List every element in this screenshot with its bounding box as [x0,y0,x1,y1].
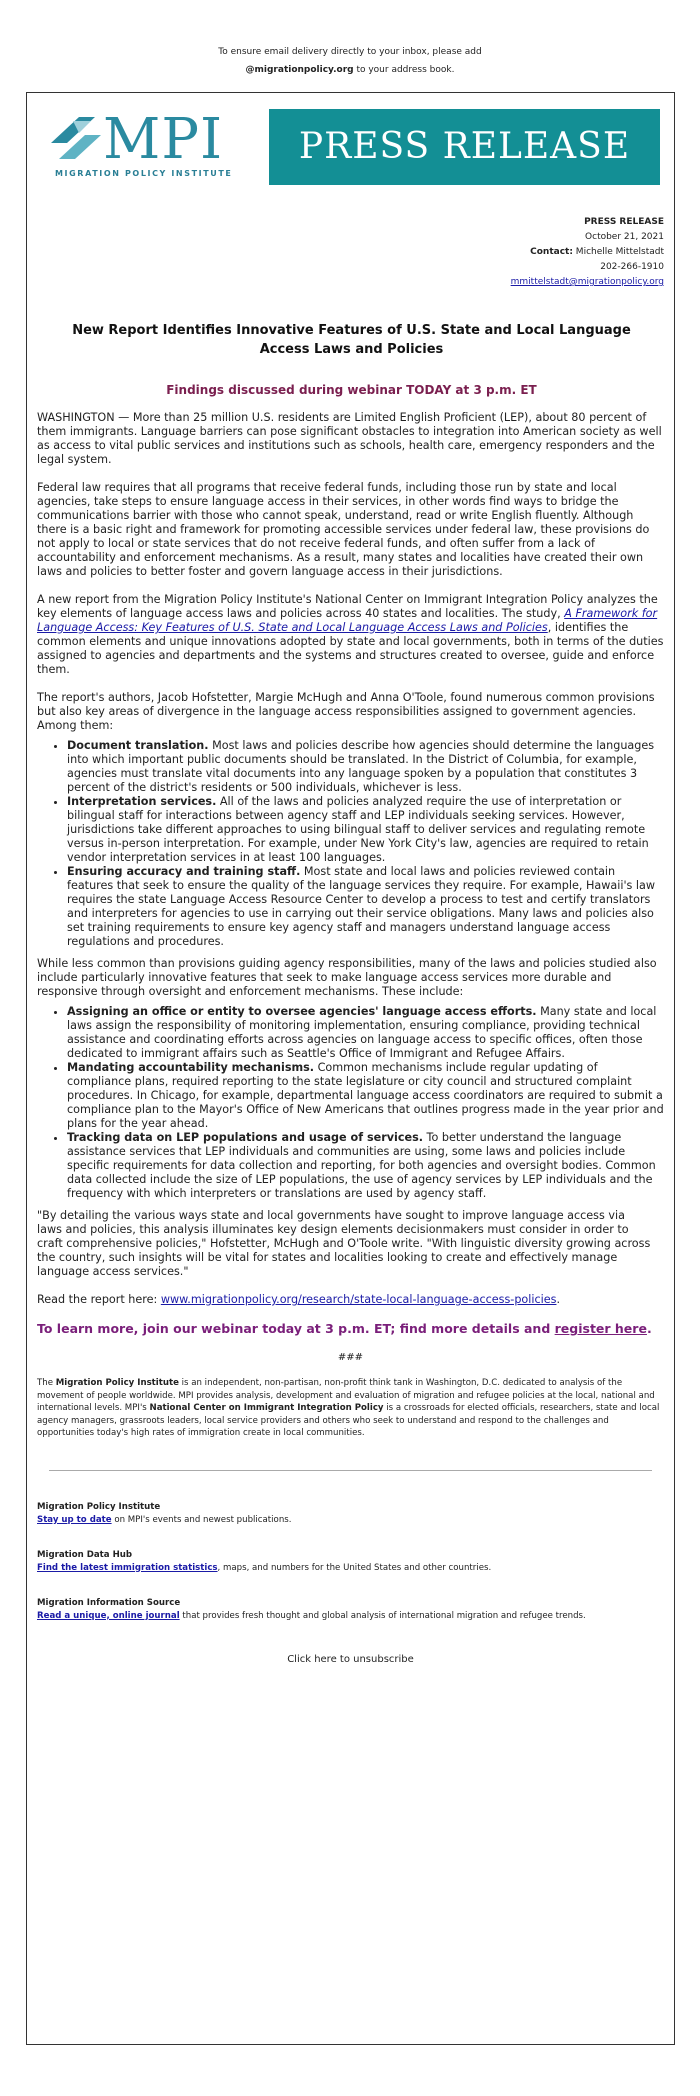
footer-section-data-hub: Migration Data Hub Find the latest immigration statistics, maps, and numbers for the United States and other countries. [37,1549,492,1573]
press-release-banner: PRESS RELEASE [269,109,660,185]
list-item: • Ensuring accuracy and training staff. Most state and local laws and policies reviewed contain features that seek to ensure the quality of the language services they require. For example, Hawaii's law requires the state Language Access Resource Center to develop a process to test and certify translators and interpreters for agencies to use in carrying out their service obligations. Many laws and policies also set training requirements to ensure key agency staff and managers understand language access regulations and procedures. [67,865,664,949]
footer-section-mpi: Migration Policy Institute Stay up to date on MPI's events and newest publications. [37,1501,292,1525]
contact-email-link[interactable]: mmittelstadt@migrationpolicy.org [510,277,664,287]
subheadline: Findings discussed during webinar TODAY at 3 p.m. ET [166,383,537,397]
preheader-line2 [0,61,700,79]
release-date: October 21, 2021 [585,232,664,242]
paragraph-2: Federal law requires that all programs that receive federal funds, including those run by state and local agencies, take steps to ensure language access in their services, in other words find ways to bridge the communications barrier with those who cannot speak, understand, read or write English fluently. Although there is a basic right and framework for promoting accessible services under federal law, these provisions do not apply to local or state services that do not receive federal funds, and often suffer from a lack of accountability and enforcement mechanisms. As a result, many states and localities have created their own laws and policies to better foster and govern language access in their jurisdictions. [37,481,650,578]
contact-label: PRESS RELEASE [584,217,664,227]
contact-person: Contact: Michelle Mittelstadt [530,247,664,257]
press-body [37,411,664,1667]
findings-list [37,739,664,949]
quote-paragraph: "By detailing the various ways state and local governments have sought to improve language access via laws and policies, this analysis illuminates key design elements decisionmakers must consider in order to craft comprehensive policies," Hofstetter, McHugh and O'Toole write. "With linguistic diversity growing across the country, such insights will be vital for states and localities looking to create and effectively manage language access services." [37,1209,651,1278]
logo-mark-icon [49,113,107,163]
preheader-line2-text: to your address book. [353,65,455,75]
paragraph-4: The report's authors, Jacob Hofstetter, Margie McHugh and Anna O'Toole, found numerous common provisions but also key areas of divergence in the language access responsibilities assigned to government agencies. Among them: [37,691,655,732]
email-frame [26,92,675,2045]
statistics-link[interactable]: Find the latest immigration statistics [37,1562,218,1573]
contact-block [511,215,664,290]
divider [49,1470,652,1471]
about-mpi: The Migration Policy Institute is an independent, non-partisan, non-profit think tank in Washington, D.C. dedicated to analysis of the movement of people worldwide. MPI provides analysis, development and evaluation of migration and refugee policies at the local, national and international levels. MPI's National Center on Immigrant Integration Policy is a crossroads for elected officials, researchers, state and local agency managers, grassroots leaders, local service providers and others who seek to understand and respond to the challenges and opportunities today's high rates of immigration create in local communities. [37,1378,660,1438]
paragraph-3: A new report from the Migration Policy Institute's National Center on Immigrant Integration Policy analyzes the key elements of language access laws and policies across 40 states and localities. The study, A Framework for Language Access: Key Features of U.S. State and Local Language Access Laws and Policies, identifies the common elements and unique innovations adopted by state and local governments, both in terms of the duties assigned to agencies and departments and the systems and structures created to oversee, guide and enforce them. [37,593,664,676]
mpi-logo[interactable] [43,109,265,185]
headline: New Report Identifies Innovative Features of U.S. State and Local Language Access Laws and Policies [72,323,631,357]
banner [43,109,660,185]
journal-link[interactable]: Read a unique, online journal [37,1610,180,1621]
preheader-line1: To ensure email delivery directly to your inbox, please add [218,47,482,57]
preheader [0,0,700,79]
register-link[interactable]: register here [554,1321,647,1336]
paragraph-1: WASHINGTON — More than 25 million U.S. residents are Limited English Proficient (LEP), about 80 percent of them immigrants. Language barriers can pose significant obstacles to integration into American society as well as access to vital public services and institutions such as schools, health care, emergency responders and the legal system. [37,411,662,466]
paragraph-5: While less common than provisions guiding agency responsibilities, many of the laws and policies studied also include particularly innovative features that seek to make language access services more durable and responsive through oversight and enforcement mechanisms. These include: [37,957,657,998]
end-marker: ### [337,1352,364,1363]
list-item: • Mandating accountability mechanisms. Common mechanisms include regular updating of compliance plans, required reporting to the state legislature or city council and structured complaint procedures. In Chicago, for example, departmental language access coordinators are required to submit a compliance plan to the Mayor's Office of New Americans that outlines progress made in the year prior and plans for the year ahead. [67,1061,664,1131]
list-item: • Interpretation services. All of the laws and policies analyzed require the use of interpretation or bilingual staff for interactions between agency staff and LEP individuals seeking services. However, jurisdictions take different approaches to using bilingual staff to deliver services and regulating remote versus in-person interpretation. For example, under New York City's law, agencies are required to retain vendor interpretation services in at least 100 languages. [67,795,664,865]
list-item: • Tracking data on LEP populations and usage of services. To better understand the language assistance services that LEP individuals and communities are using, some laws and policies include specific requirements for data collection and reporting, for both agencies and oversight bodies. Common data collected include the size of LEP populations, the use of agency services by LEP individuals and the frequency with which interpreters or translations are used by agency staff. [67,1131,664,1201]
report-url-link[interactable]: www.migrationpolicy.org/research/state-local-language-access-policies [160,1293,557,1306]
report-title-link[interactable]: A Framework for Language Access: Key Features of U.S. State and Local Language Access Laws and Policies [37,607,658,634]
list-item: • Assigning an office or entity to oversee agencies' language access efforts. Many state and local laws assign the responsibility of monitoring implementation, ensuring compliance, providing technical assistance and coordinating efforts across agencies on language access to specific offices, often those dedicated to immigrant affairs such as Seattle's Office of Immigrant and Refugee Affairs. [67,1005,664,1061]
footer-section-info-source: Migration Information Source Read a unique, online journal that provides fresh thought and global analysis of international migration and refugee trends. [37,1597,586,1621]
read-report: Read the report here: www.migrationpolicy.org/research/state-local-language-access-policies. [37,1293,561,1306]
preheader-email: @migrationpolicy.org [245,65,354,75]
stay-up-to-date-link[interactable]: Stay up to date [37,1514,112,1525]
innovations-list [37,1005,664,1201]
logo-subtitle: MIGRATION POLICY INSTITUTE [55,169,233,178]
list-item: • Document translation. Most laws and policies describe how agencies should determine the languages into which important public documents should be translated. In the District of Columbia, for example, agencies must translate vital documents into any language spoken by a population that constitutes 3 percent of the district's residents or 500 individuals, whichever is less. [67,739,664,795]
unsubscribe-link[interactable]: Click here to unsubscribe [287,1653,414,1665]
webinar-callout: To learn more, join our webinar today at 3 p.m. ET; find more details and register here. [37,1321,652,1336]
logo-text: MPI [103,107,224,172]
contact-phone: 202-266-1910 [600,262,664,272]
